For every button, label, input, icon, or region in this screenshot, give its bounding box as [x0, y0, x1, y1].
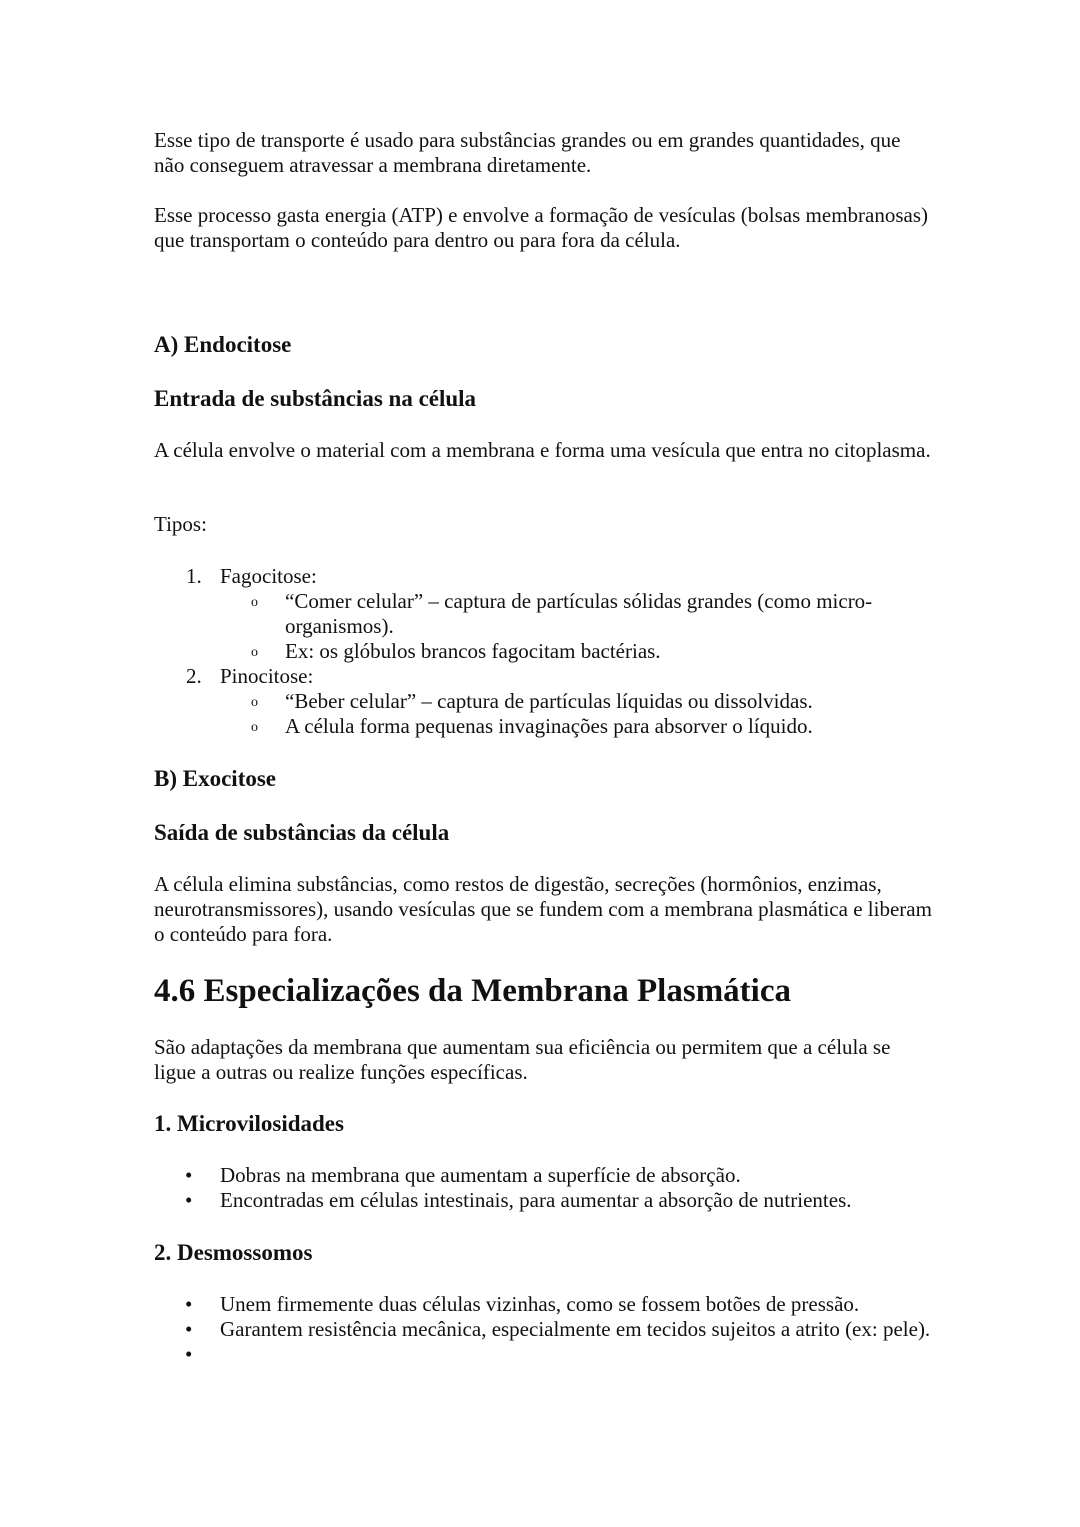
intro-paragraph-2: Esse processo gasta energia (ATP) e envolve a formação de vesículas (bolsas membranosas) que transportam o conteúdo para dentro ou para fora da célula.: [154, 203, 929, 252]
disc-bullet-icon: •: [185, 1342, 193, 1366]
section-4-6-heading: 4.6 Especializações da Membrana Plasmática: [154, 973, 791, 1009]
list-item: • Encontradas em células intestinais, para aumentar a absorção de nutrientes.: [185, 1188, 852, 1212]
list-item: • Unem firmemente duas células vizinhas, como se fossem botões de pressão.: [185, 1292, 860, 1316]
sub-list-item: o A célula forma pequenas invaginações para absorver o líquido.: [251, 714, 813, 738]
endocitose-body: A célula envolve o material com a membrana e forma uma vesícula que entra no citoplasma.: [154, 438, 931, 462]
desmossomos-heading: 2. Desmossomos: [154, 1240, 313, 1265]
exocitose-subheading: Saída de substâncias da célula: [154, 820, 450, 845]
disc-bullet-icon: •: [185, 1317, 193, 1341]
exocitose-heading: B) Exocitose: [154, 766, 277, 791]
disc-bullet-icon: •: [185, 1188, 193, 1212]
sub-list-item: o Ex: os glóbulos brancos fagocitam bactérias.: [251, 639, 661, 663]
disc-bullet-icon: •: [185, 1292, 193, 1316]
tipo-item-pinocitose: [154, 664, 934, 739]
list-number: 1.: [186, 564, 202, 588]
section-4-6-body: São adaptações da membrana que aumentam sua eficiência ou permitem que a célula se ligue a outras ou realize funções específicas.: [154, 1035, 891, 1084]
tipo-item-fagocitose: [154, 564, 934, 664]
endocitose-heading: A) Endocitose: [154, 332, 292, 357]
microvilosidades-heading: 1. Microvilosidades: [154, 1111, 344, 1136]
list-item: • Dobras na membrana que aumentam a superfície de absorção.: [185, 1163, 741, 1187]
endocitose-subheading: Entrada de substâncias na célula: [154, 386, 477, 411]
tipo-label: Pinocitose:: [220, 664, 314, 688]
list-item: • Garantem resistência mecânica, especialmente em tecidos sujeitos a atrito (ex: pele).: [185, 1317, 931, 1341]
list-item-empty: [154, 1342, 934, 1367]
sub-list-item: o “Comer celular” – captura de partículas sólidas grandes (como micro-organismos).: [251, 589, 873, 638]
intro-paragraph-1: Esse tipo de transporte é usado para substâncias grandes ou em grandes quantidades, que não conseguem atravessar a membrana diretamente.: [154, 128, 901, 177]
tipos-list: [154, 564, 934, 739]
circle-bullet-icon: o: [251, 720, 258, 735]
tipo-label: Fagocitose:: [220, 564, 317, 588]
exocitose-body: A célula elimina substâncias, como restos de digestão, secreções (hormônios, enzimas, neurotransmissores), usando vesículas que se fundem com a membrana plasmática e liberam o conteúdo para fora.: [154, 872, 932, 946]
desmossomos-list: [154, 1292, 934, 1367]
list-number: 2.: [186, 664, 202, 688]
disc-bullet-icon: •: [185, 1163, 193, 1187]
microvilosidades-list: [154, 1163, 934, 1213]
sub-list-item: o “Beber celular” – captura de partículas líquidas ou dissolvidas.: [251, 689, 813, 713]
tipos-label: Tipos:: [154, 512, 207, 536]
circle-bullet-icon: o: [251, 645, 258, 660]
circle-bullet-icon: o: [251, 695, 258, 710]
circle-bullet-icon: o: [251, 595, 258, 610]
